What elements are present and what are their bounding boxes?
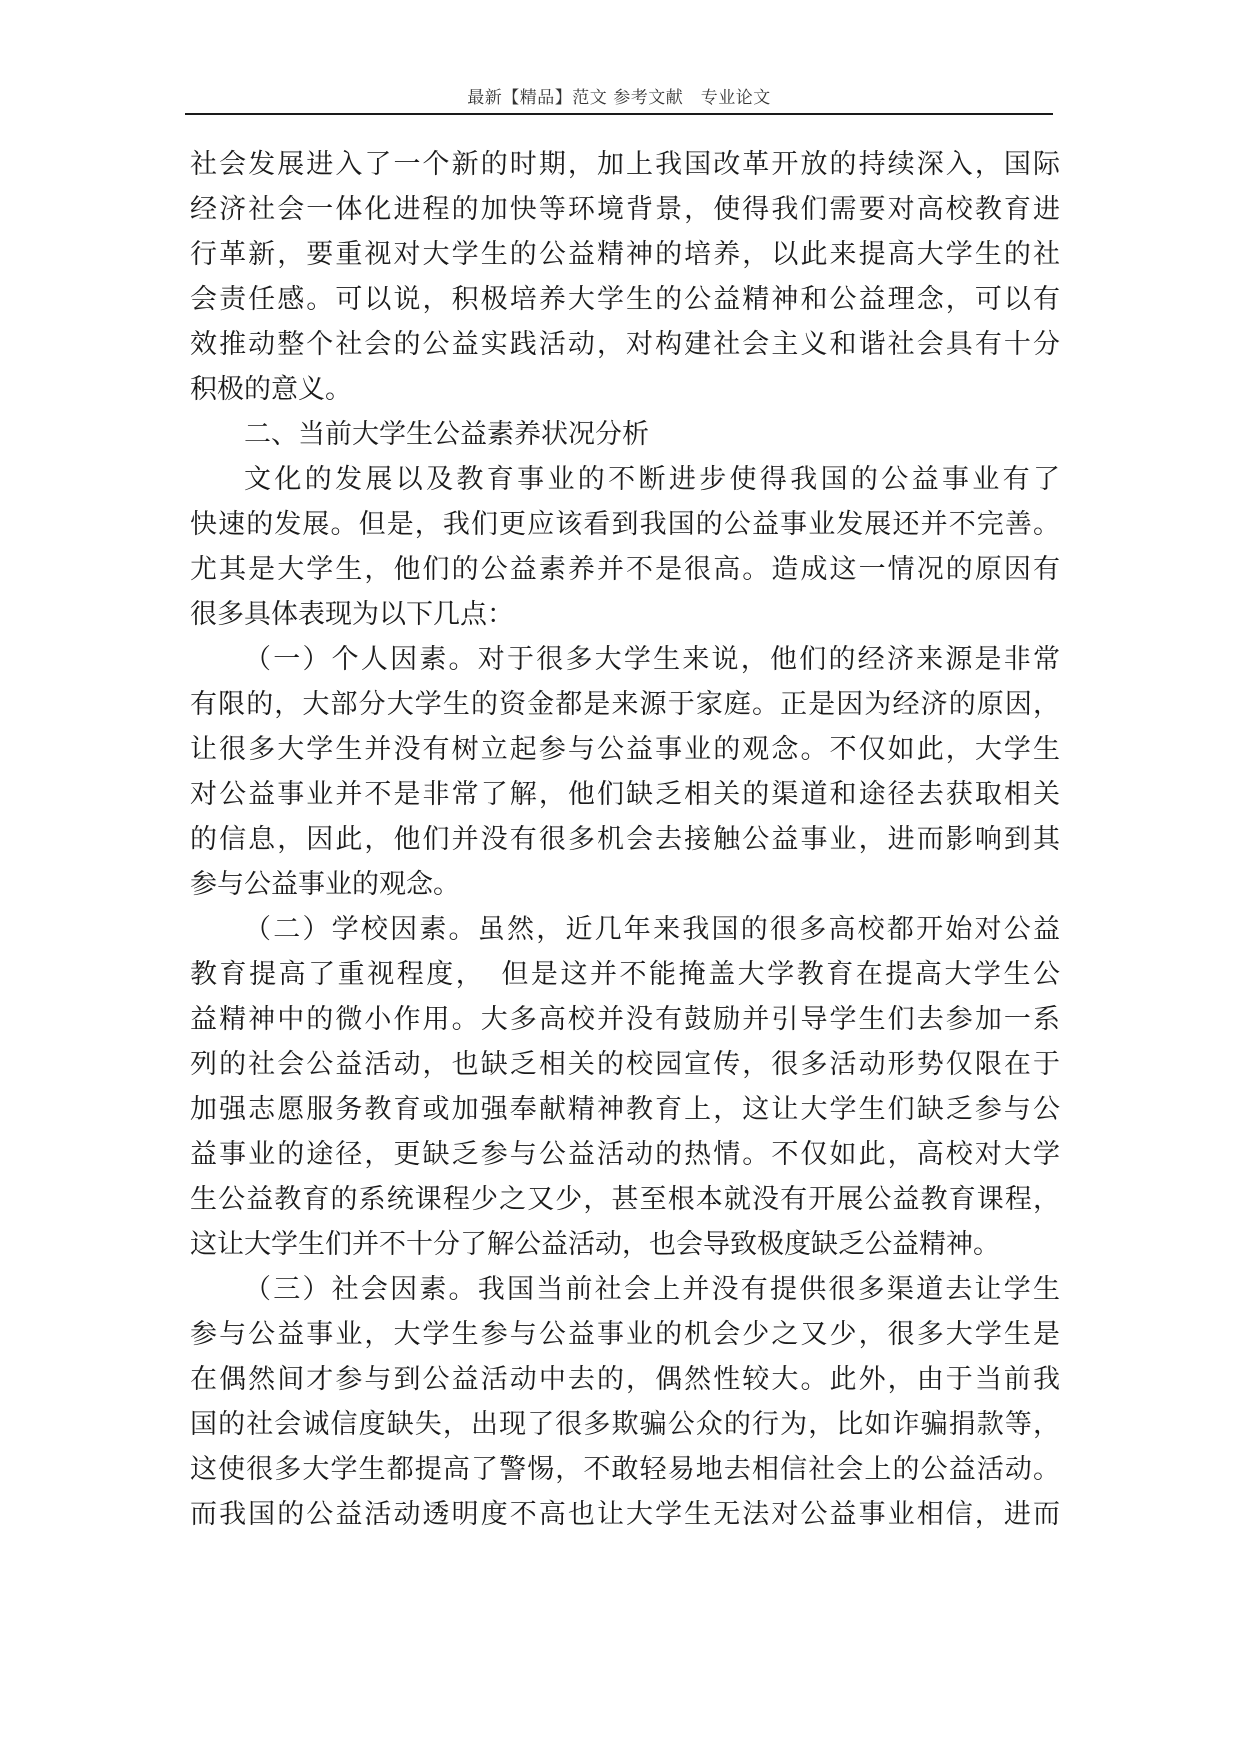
text-line: （二）学校因素。虽然，近几年来我国的很多高校都开始对公益 (244, 914, 1060, 945)
text-line: 的信息，因此，他们并没有很多机会去接触公益事业，进而影响到其 (190, 824, 1060, 855)
text-line: 参与公益事业的观念。 (190, 869, 460, 900)
text-line: 益精神中的微小作用。大多高校并没有鼓励并引导学生们去参加一系 (190, 1004, 1060, 1035)
text-line: 这让大学生们并不十分了解公益活动，也会导致极度缺乏公益精神。 (190, 1229, 1000, 1260)
text-line: （三）社会因素。我国当前社会上并没有提供很多渠道去让学生 (244, 1274, 1060, 1305)
text-line: 经济社会一体化进程的加快等环境背景，使得我们需要对高校教育进 (190, 194, 1060, 225)
header-divider (185, 113, 1053, 115)
text-line: 行革新，要重视对大学生的公益精神的培养，以此来提高大学生的社 (190, 239, 1060, 270)
text-line: 社会发展进入了一个新的时期，加上我国改革开放的持续深入，国际 (190, 149, 1060, 180)
text-line: 让很多大学生并没有树立起参与公益事业的观念。不仅如此，大学生 (190, 734, 1060, 765)
text-line: 加强志愿服务教育或加强奉献精神教育上，这让大学生们缺乏参与公 (190, 1094, 1060, 1125)
text-line: 尤其是大学生，他们的公益素养并不是很高。造成这一情况的原因有 (190, 554, 1060, 585)
text-line: 在偶然间才参与到公益活动中去的，偶然性较大。此外，由于当前我 (190, 1364, 1060, 1395)
text-line: 会责任感。可以说，积极培养大学生的公益精神和公益理念，可以有 (190, 284, 1060, 315)
text-line: 很多具体表现为以下几点： (190, 599, 514, 630)
text-line: 参与公益事业，大学生参与公益事业的机会少之又少，很多大学生是 (190, 1319, 1060, 1350)
text-line: 效推动整个社会的公益实践活动，对构建社会主义和谐社会具有十分 (190, 329, 1060, 360)
text-line: 益事业的途径，更缺乏参与公益活动的热情。不仅如此，高校对大学 (190, 1139, 1060, 1170)
text-line: 而我国的公益活动透明度不高也让大学生无法对公益事业相信，进而 (190, 1499, 1060, 1530)
text-line: 快速的发展。但是，我们更应该看到我国的公益事业发展还并不完善。 (190, 509, 1060, 540)
text-line: 有限的，大部分大学生的资金都是来源于家庭。正是因为经济的原因， (190, 689, 1060, 720)
text-line: （一）个人因素。对于很多大学生来说，他们的经济来源是非常 (244, 644, 1060, 675)
text-line: 教育提高了重视程度， 但是这并不能掩盖大学教育在提高大学生公 (190, 959, 1060, 990)
page-header: 最新【精品】范文 参考文献 专业论文 (467, 88, 771, 108)
text-line: 生公益教育的系统课程少之又少，甚至根本就没有开展公益教育课程， (190, 1184, 1060, 1215)
text-line: 国的社会诚信度缺失，出现了很多欺骗公众的行为，比如诈骗捐款等， (190, 1409, 1060, 1440)
text-line: 积极的意义。 (190, 374, 352, 405)
section-heading: 二、当前大学生公益素养状况分析 (244, 419, 649, 450)
text-line: 文化的发展以及教育事业的不断进步使得我国的公益事业有了 (244, 464, 1060, 495)
text-line: 这使很多大学生都提高了警惕，不敢轻易地去相信社会上的公益活动。 (190, 1454, 1060, 1485)
text-line: 列的社会公益活动，也缺乏相关的校园宣传，很多活动形势仅限在于 (190, 1049, 1060, 1080)
text-line: 对公益事业并不是非常了解，他们缺乏相关的渠道和途径去获取相关 (190, 779, 1060, 810)
